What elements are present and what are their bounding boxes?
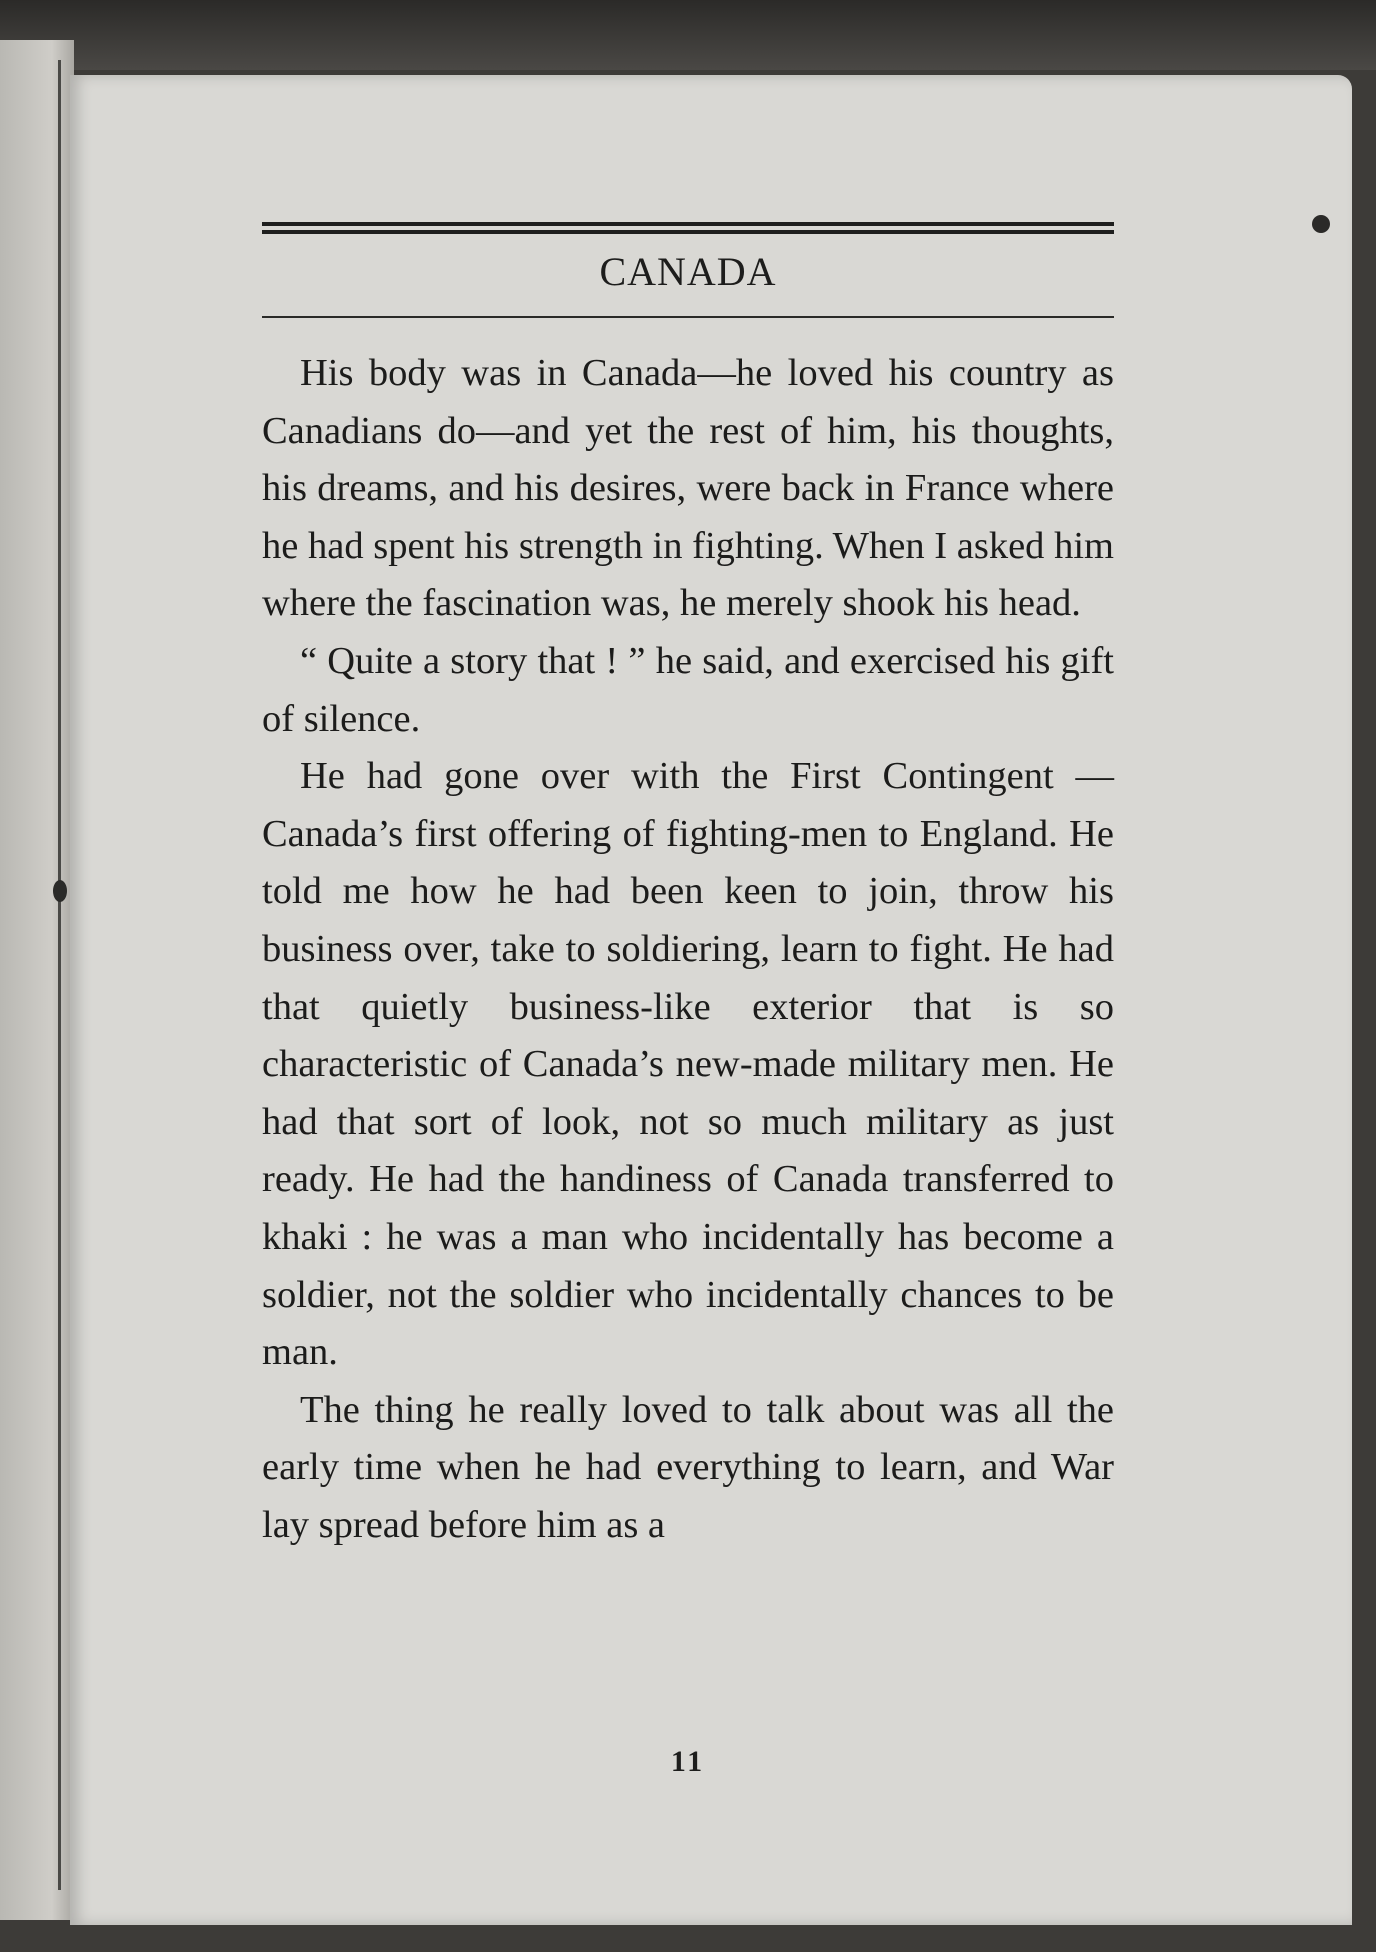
header-rule (262, 316, 1114, 318)
scan-background-top (0, 0, 1376, 70)
header-double-rule (262, 222, 1114, 234)
binding-mark (53, 880, 67, 902)
left-page-edge (0, 40, 74, 1920)
paragraph: “ Quite a story that ! ” he said, and exercised his gift of silence. (262, 639, 1114, 740)
ink-speck (1312, 215, 1330, 233)
paragraph: The thing he really loved to talk about was all the early time when he had everything to learn, and War lay spread before him as a (262, 1388, 1114, 1546)
page-number: 11 (670, 1745, 706, 1778)
paragraph: He had gone over with the First Contingent —Canada’s first offering of fighting-men to England. He told me how he had been keen to join, throw his business over, take to soldiering, learn to fight. He had that quietly business-like exterior that is so characteristic of Canada’s new-made military men. He had that sort of look, not so much military as just ready. He had the handiness of Canada transferred to khaki : he was a man who incidentally has become a soldier, not the soldier who incidentally chances to be man. (262, 755, 1114, 1374)
body-text (262, 345, 1114, 1554)
running-header: CANADA (599, 249, 777, 294)
paragraph: His body was in Canada—he loved his country as Canadians do—and yet the rest of him, his thoughts, his dreams, and his desires, were back in France where he had spent his strength in fighting. When I asked him where the fascination was, he merely shook his head. (262, 352, 1114, 625)
book-spine (58, 60, 61, 1890)
